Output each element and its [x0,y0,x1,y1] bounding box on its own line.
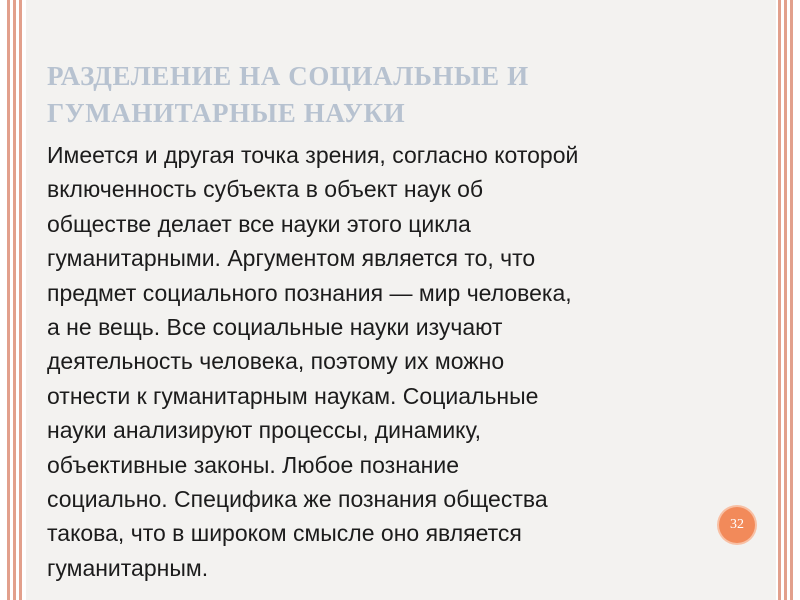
right-border-rule-inner [778,0,781,600]
body-text-line: отнести к гуманитарным наукам. Социальные [47,382,539,409]
slide-title-line: ГУМАНИТАРНЫЕ НАУКИ [47,98,406,128]
body-text-line: гуманитарным. [47,554,209,581]
left-border-rule-outer [7,0,10,600]
left-border-rule-inner [19,0,22,600]
body-text-line: предмет социального познания — мир человека, [47,279,572,306]
body-text-line: обществе делает все науки этого цикла [47,210,471,237]
body-text-line: такова, что в широком смысле оно является [47,520,522,547]
body-text-line: деятельность человека, поэтому их можно [47,348,505,375]
slide-body-text [47,138,747,585]
body-text-line: объективные законы. Любое познание [47,451,460,478]
body-text-line: Имеется и другая точка зрения, согласно которой [47,142,579,168]
body-text-line: а не вещь. Все социальные науки изучают [47,314,503,341]
body-text-line: социально. Специфика же познания общества [47,486,548,513]
body-text-line: науки анализируют процессы, динамику, [47,417,482,444]
right-border-rule-middle [784,0,787,600]
left-border-rule-middle [13,0,16,600]
body-text-line: гуманитарными. Аргументом является то, что [47,245,536,272]
right-border-rule-outer [790,0,793,600]
slide-title-line: РАЗДЕЛЕНИЕ НА СОЦИАЛЬНЫЕ И [47,61,529,91]
body-text-line: включенность субъекта в объект наук об [47,176,484,203]
page-number-badge: 32 [719,507,755,543]
slide-title [47,58,747,132]
